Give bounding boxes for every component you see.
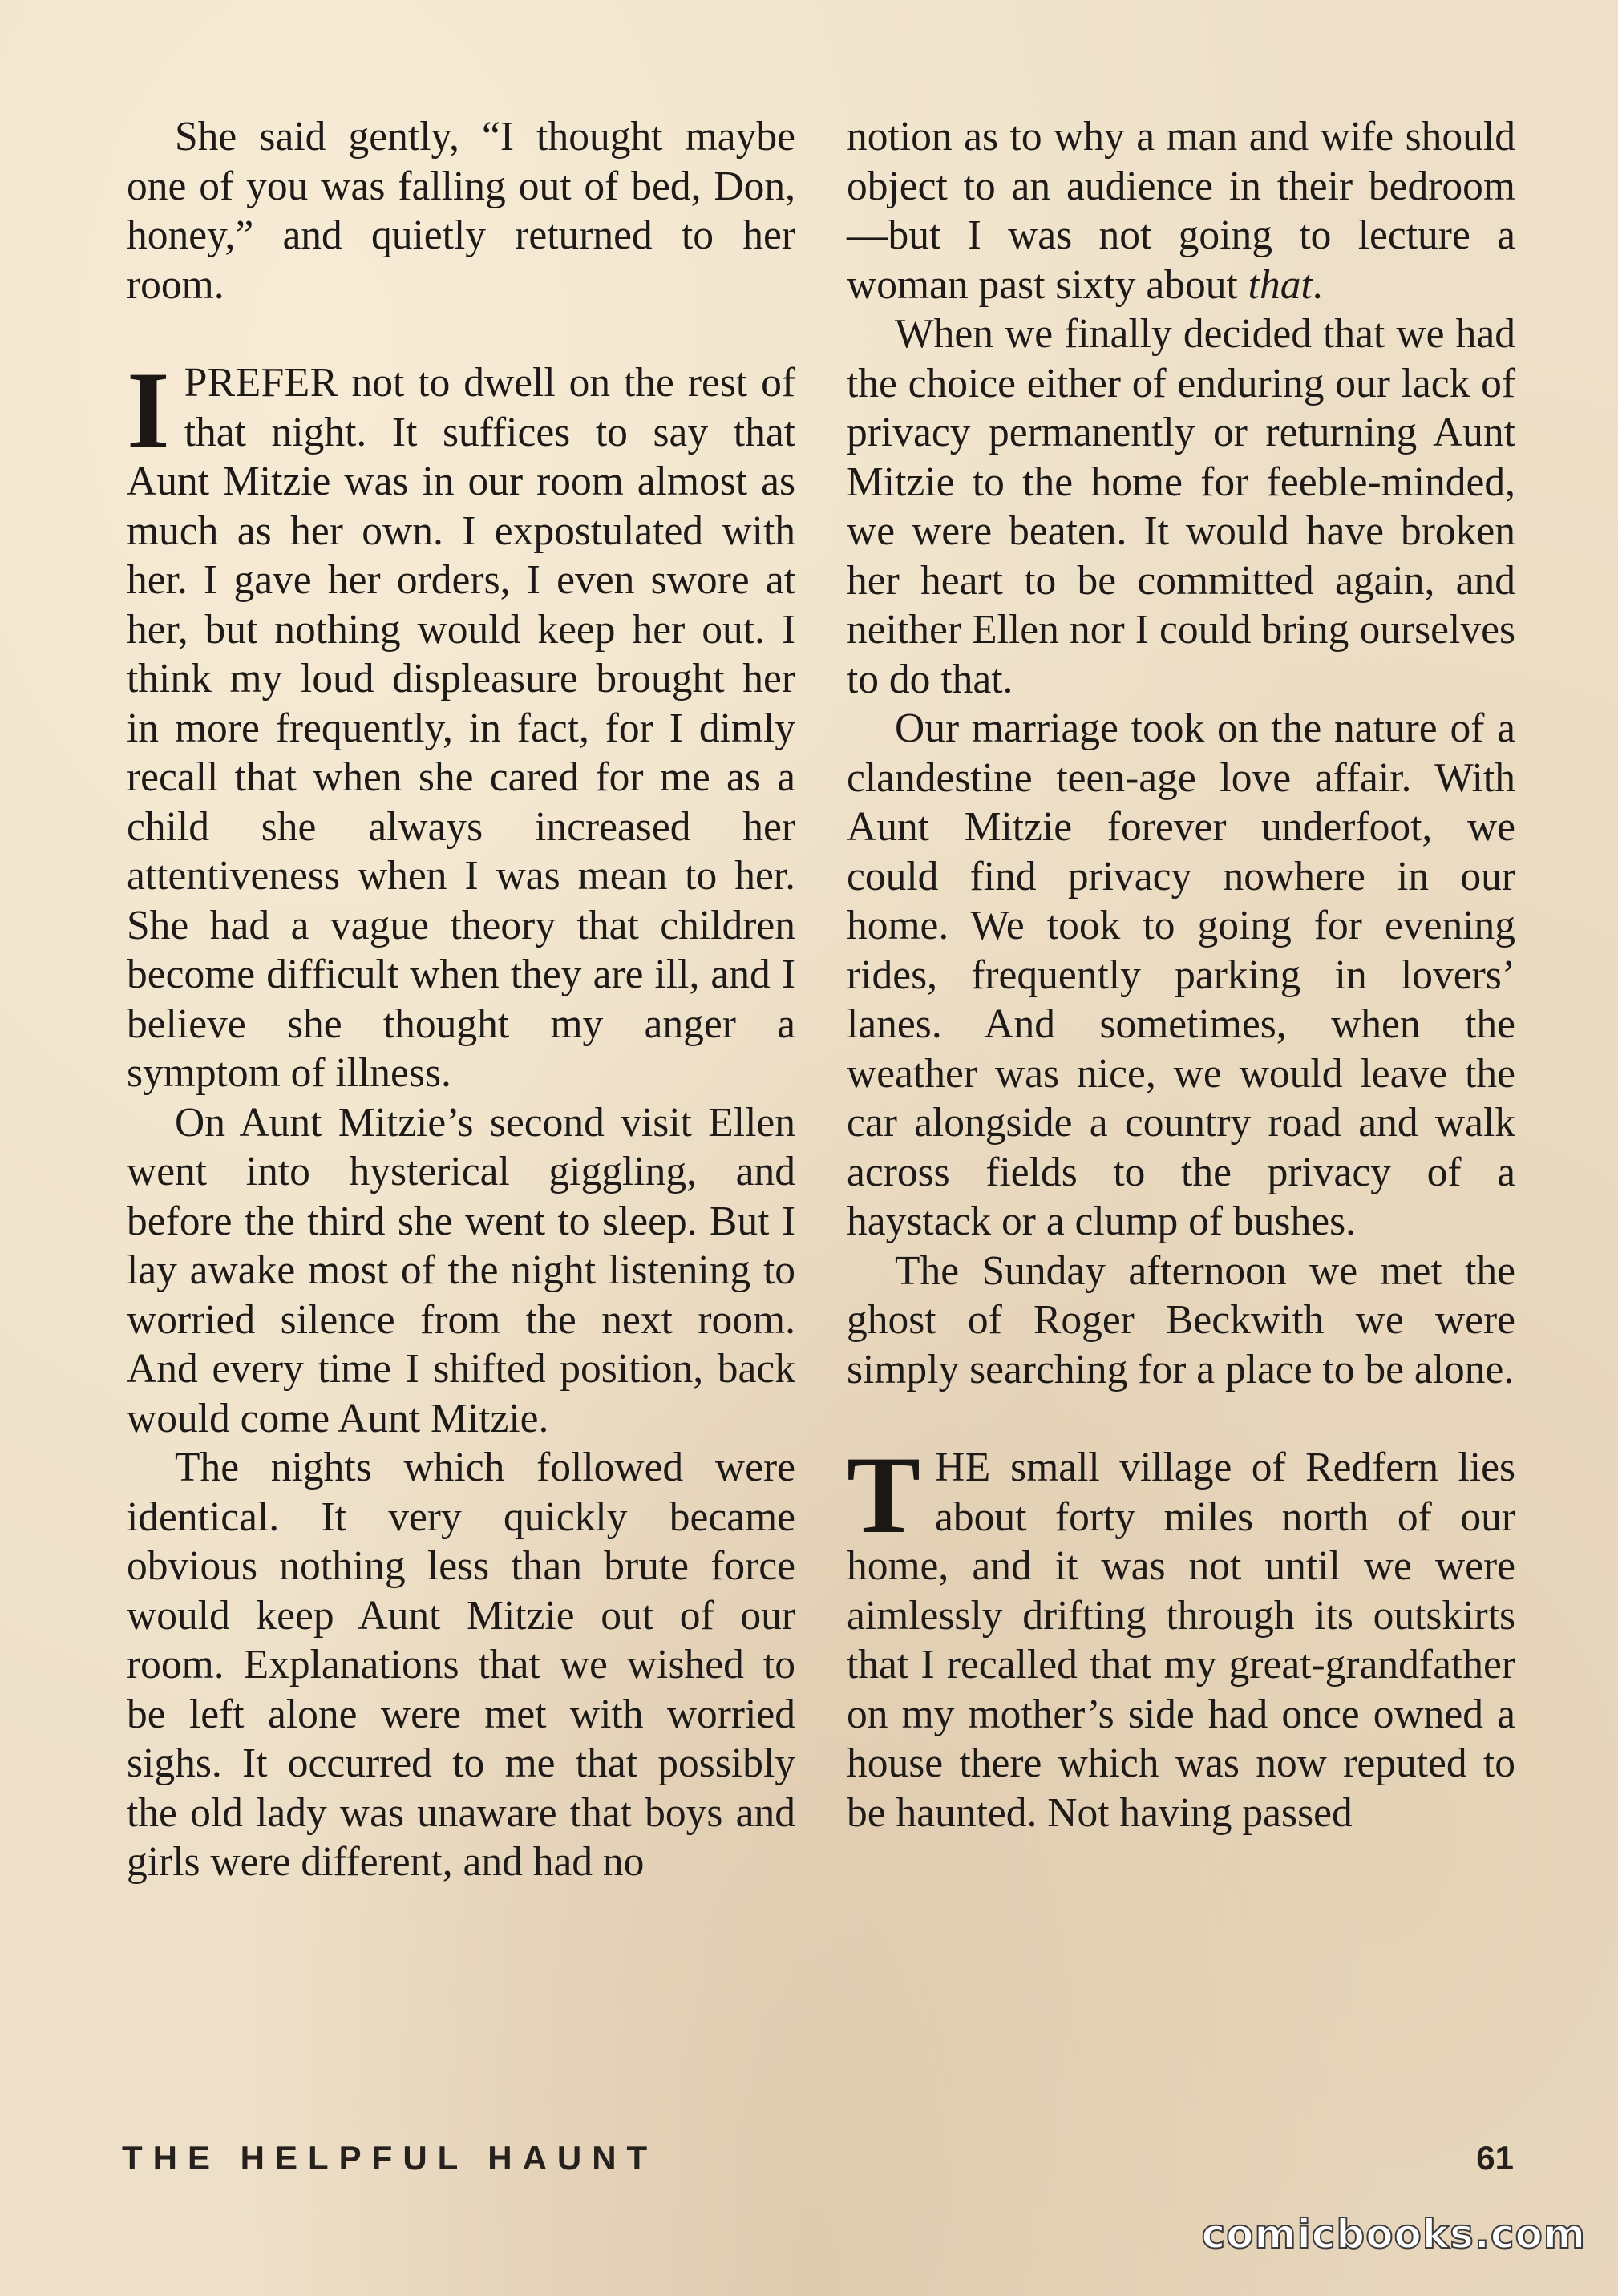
- paragraph-text: not to dwell on the rest of that night. It suffices to say that Aunt Mitzie was in our room almost as much as her own. I expostulated with her. I gave her orders, I even swore at her, but nothing would keep her out. I think my loud displeasure brought her in more frequently, in fact, for I dimly recall that when she cared for me as a child she always increased her attentiveness when I was mean to her. She had a vague theory that children become difficult when they are ill, and I believe she thought my anger a symptom of illness.: [127, 360, 795, 1096]
- paragraph-text: .: [1312, 261, 1323, 308]
- paragraph: The nights which followed were identical. It very quickly became obvious nothing less than brute force would keep Aunt Mitzie out of our room. Explanations that we wished to be left alone were met with worried sighs. It occurred to me that possibly the old lady was unaware that boys and girls were different, and had no: [127, 1445, 795, 1885]
- page-number: 61: [1476, 2139, 1514, 2177]
- paragraph: On Aunt Mitzie’s second visit Ellen went into hysterical giggling, and before the third she went to sleep. But I lay awake most of the night listening to worried silence from the next room. And every time I shifted position, back would come Aunt Mitzie.: [127, 1099, 795, 1441]
- watermark: comicbooks.com: [1201, 2211, 1586, 2258]
- paragraph: Our marriage took on the nature of a clandestine teen-age love affair. With Aunt Mitzie forever underfoot, we could find privacy nowhere in our home. We took to going for evening rides, frequently parking in lovers’ lanes. And sometimes, when the weather was nice, we would leave the car alongside a country road and walk across fields to the privacy of a haystack or a clump of bushes.: [847, 705, 1515, 1244]
- running-footer-title: THE HELPFUL HAUNT: [122, 2139, 658, 2177]
- paragraph-text: small village of Redfern lies about forty miles north of our home, and it was not until we were aimlessly drifting through its outskirts that I recalled that my great-grandfather on my mother’s side had once owned a house there which was now reputed to be haunted. Not having passed: [847, 1445, 1515, 1836]
- section-opening-paragraph: [127, 349, 795, 1098]
- paragraph: She said gently, “I thought maybe one of you was falling out of bed, Don, honey,” and quietly returned to her room.: [127, 114, 795, 308]
- paragraph: When we finally decided that we had the choice either of enduring our lack of privacy permanently or returning Aunt Mitzie to the home for feeble-minded, we were beaten. It would have broken her heart to be committed again, and neither Ellen nor I could bring ourselves to do that.: [847, 311, 1515, 702]
- lead-in-word: PREFER: [184, 360, 338, 406]
- paragraph-continued: [847, 112, 1515, 309]
- right-column: [847, 112, 1515, 1837]
- emphasized-word: that: [1248, 261, 1313, 308]
- left-column: [127, 112, 795, 1887]
- lead-in-word: HE: [935, 1445, 991, 1490]
- section-break: [127, 309, 795, 358]
- paragraph-text: notion as to why a man and wife should object to an audience in their bedroom—but I was not going to lecture a woman past sixty about: [847, 114, 1515, 308]
- drop-cap: T: [847, 1433, 921, 1556]
- drop-cap: I: [127, 349, 170, 471]
- section-opening-paragraph: [847, 1433, 1515, 1837]
- section-break: [847, 1394, 1515, 1443]
- paragraph: The Sunday afternoon we met the ghost of Roger Beckwith we were simply searching for a place to be alone.: [847, 1247, 1515, 1393]
